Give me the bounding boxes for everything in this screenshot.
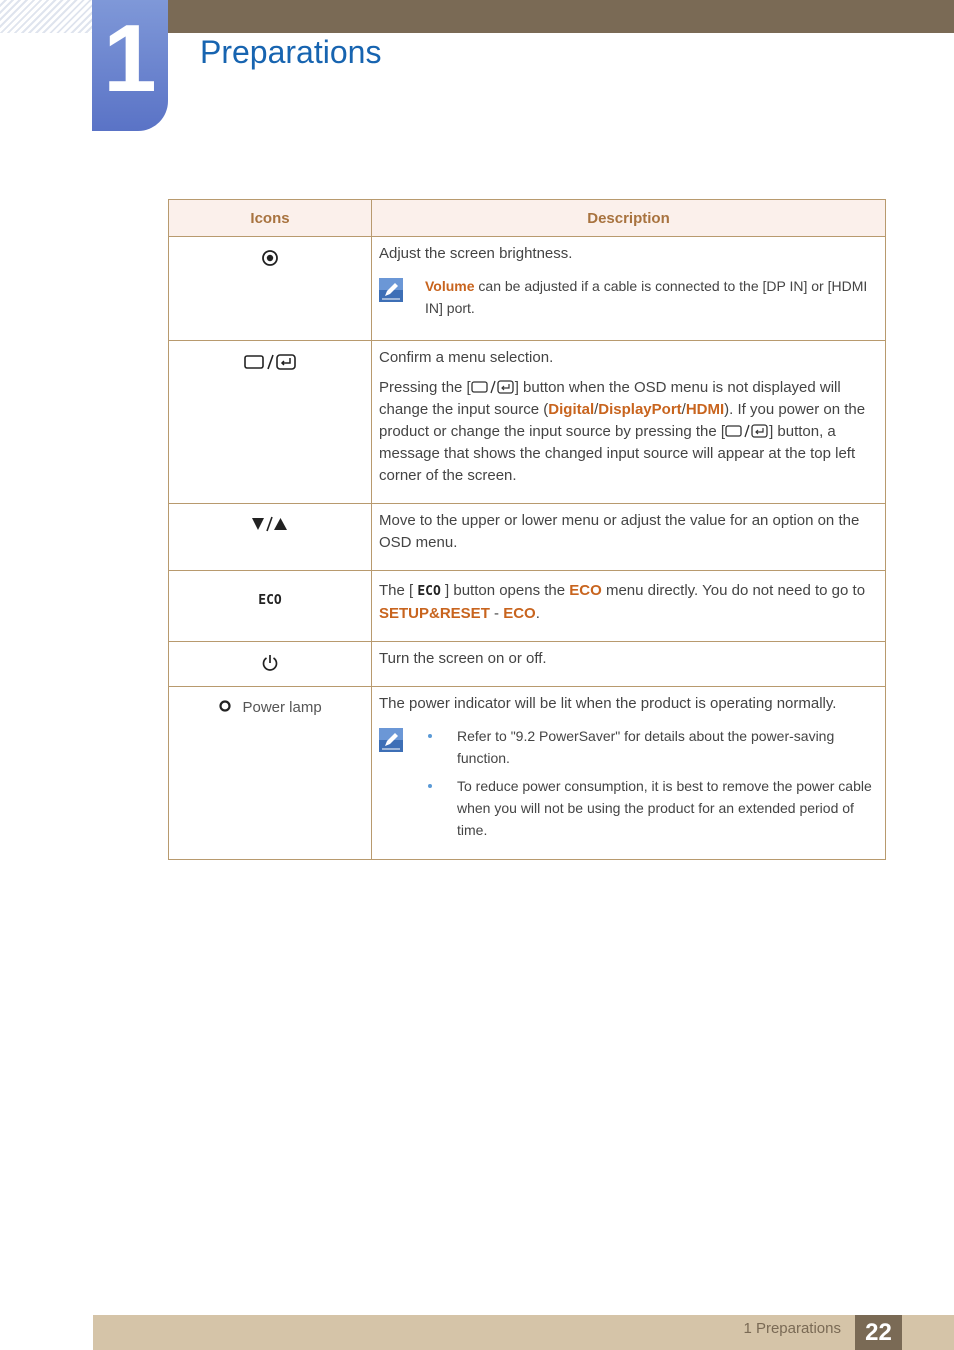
description-cell xyxy=(372,504,886,571)
column-header-description: Description xyxy=(372,200,886,237)
text-fragment: Pressing the [ xyxy=(379,379,471,396)
power-lamp-icon xyxy=(218,699,232,713)
note-box xyxy=(379,275,877,319)
menu-eco: ECO xyxy=(569,582,602,599)
eco-icon: ECO xyxy=(258,593,282,608)
description-paragraph xyxy=(379,377,877,487)
column-header-icons: Icons xyxy=(169,200,372,237)
note-pencil-icon xyxy=(379,278,403,302)
footer-section-label: 1 Preparations xyxy=(743,1320,841,1337)
note-body: can be adjusted if a cable is connected to the [DP IN] or [HDMI IN] port. xyxy=(425,278,868,316)
description-text: Move to the upper or lower menu or adjust the value for an option on the OSD menu. xyxy=(379,512,860,551)
power-icon xyxy=(261,654,279,672)
text-fragment: / xyxy=(681,401,686,418)
description-cell xyxy=(372,642,886,687)
description-cell xyxy=(372,687,886,860)
table-row xyxy=(169,571,886,642)
description-cell xyxy=(372,237,886,341)
icon-cell xyxy=(169,504,372,571)
list-item: To reduce power consumption, it is best to remove the power cable when you will not be using the product for an extended period of time. xyxy=(457,775,877,841)
description-text: Adjust the screen brightness. xyxy=(379,245,573,262)
table-row xyxy=(169,237,886,341)
table-row xyxy=(169,341,886,504)
description-paragraph xyxy=(379,580,877,625)
note-highlight-volume: Volume xyxy=(425,278,475,294)
menu-eco: ECO xyxy=(503,605,536,622)
icon-cell xyxy=(169,687,372,860)
text-fragment: The [ xyxy=(379,582,418,599)
icon-cell xyxy=(169,571,372,642)
text-fragment: . xyxy=(535,605,540,622)
icon-cell xyxy=(169,341,372,504)
text-fragment: ] button, a message that shows the changed input source will appear at the top left corner of the screen. xyxy=(379,423,856,484)
chapter-number-tab: 1 xyxy=(92,0,168,131)
text-fragment: ] button opens the xyxy=(440,582,570,599)
down-up-arrows-icon xyxy=(251,516,289,532)
table-row xyxy=(169,642,886,687)
option-hdmi: HDMI xyxy=(685,401,725,418)
option-displayport: DisplayPort xyxy=(598,401,682,418)
note-pencil-icon xyxy=(379,728,403,752)
decorative-hatch xyxy=(0,0,92,33)
table-row xyxy=(169,687,886,860)
description-text: The power indicator will be lit when the product is operating normally. xyxy=(379,695,837,712)
power-lamp-label: Power lamp xyxy=(242,699,322,716)
page-title: Preparations xyxy=(200,34,382,70)
description-text: Confirm a menu selection. xyxy=(379,349,554,366)
text-fragment: ). If you power on the product or change the input source by pressing the [ xyxy=(379,401,866,440)
description-cell xyxy=(372,341,886,504)
source-enter-icon xyxy=(471,379,515,395)
table-header-row xyxy=(169,200,886,237)
table-row xyxy=(169,504,886,571)
text-fragment: ] button when the OSD menu is not displayed will change the input source ( xyxy=(379,379,841,418)
source-enter-icon xyxy=(243,353,297,371)
icon-cell xyxy=(169,642,372,687)
eco-icon: ECO xyxy=(417,584,441,599)
icon-description-table xyxy=(168,199,886,860)
note-list xyxy=(425,725,877,847)
note-text xyxy=(425,275,877,319)
icon-cell xyxy=(169,237,372,341)
source-enter-icon xyxy=(725,423,769,439)
option-digital: Digital xyxy=(548,401,595,418)
page-number: 22 xyxy=(855,1315,902,1350)
text-fragment: / xyxy=(594,401,599,418)
text-fragment: - xyxy=(489,605,504,622)
text-fragment: menu directly. You do not need to go to xyxy=(601,582,866,599)
header-bar xyxy=(168,0,954,33)
description-text: Turn the screen on or off. xyxy=(379,650,547,667)
menu-setup-reset: SETUP&RESET xyxy=(379,605,490,622)
brightness-icon xyxy=(261,249,279,267)
description-cell xyxy=(372,571,886,642)
list-item: Refer to "9.2 PowerSaver" for details about the power-saving function. xyxy=(457,725,877,769)
note-box xyxy=(379,725,877,847)
